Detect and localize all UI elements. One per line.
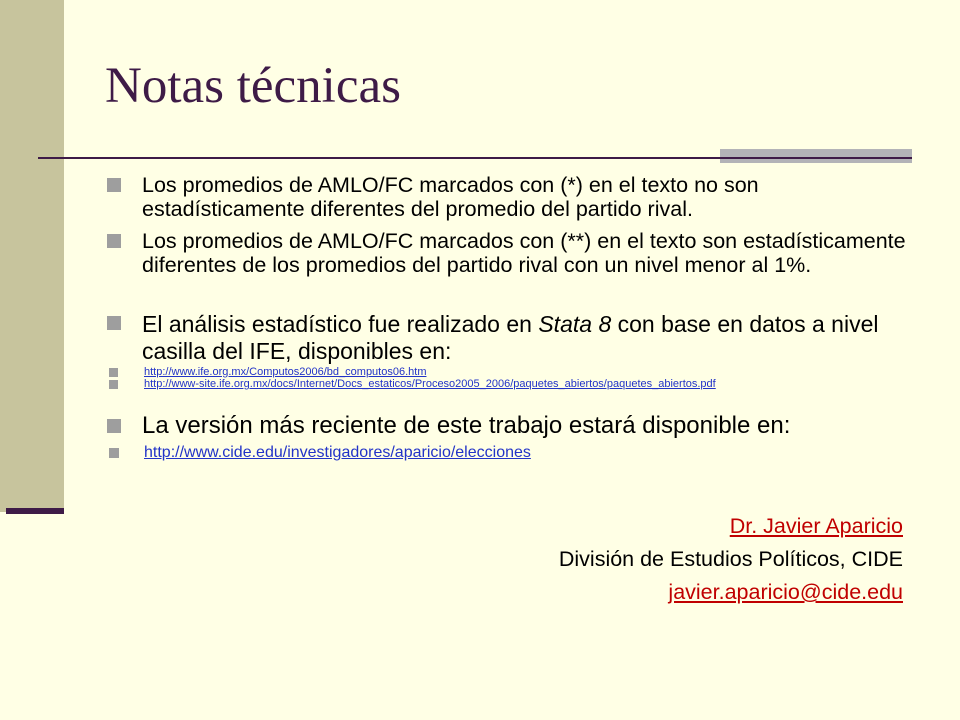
author-name-link[interactable]: Dr. Javier Aparicio: [729, 514, 903, 538]
bullet-text-1: Los promedios de AMLO/FC marcados con (*) en el texto no son estadísticamente diferentes del promedio del partido rival.: [142, 173, 759, 221]
author-affiliation: División de Estudios Políticos, CIDE: [558, 547, 903, 571]
analysis-software-name: Stata 8: [538, 311, 612, 337]
sub-bullet-marker: [109, 448, 119, 458]
analysis-text-before: El análisis estadístico fue realizado en: [142, 311, 539, 337]
bullet-marker: [107, 234, 121, 248]
author-email-link[interactable]: javier.aparicio@cide.edu: [668, 580, 903, 604]
bullet-marker: [107, 419, 121, 433]
bullet-marker: [107, 178, 121, 192]
bullet-text-2: Los promedios de AMLO/FC marcados con (**) en el texto son estadísticamente diferentes de los promedios del partido rival con un nivel menor al 1%.: [142, 229, 906, 277]
ife-computos-link[interactable]: http://www.ife.org.mx/Computos2006/bd_computos06.htm: [144, 366, 427, 378]
sub-bullet-marker: [109, 380, 118, 389]
bullet-text-recent-version: La versión más reciente de este trabajo estará disponible en:: [142, 412, 791, 439]
cide-elecciones-link[interactable]: http://www.cide.edu/investigadores/aparicio/elecciones: [144, 444, 531, 461]
bullet-text-analysis: [142, 311, 912, 365]
analysis-text-after: con base en datos a nivel casilla del IFE, disponibles en:: [142, 311, 879, 364]
sub-bullet-marker: [109, 368, 118, 377]
ife-paquetes-link[interactable]: http://www-site.ife.org.mx/docs/Internet/Docs_estaticos/Proceso2005_2006/paquetes_abiertos/paquetes_abiertos.pdf: [144, 378, 716, 390]
bullet-marker: [107, 316, 121, 330]
slide-title: Notas técnicas: [105, 58, 401, 114]
